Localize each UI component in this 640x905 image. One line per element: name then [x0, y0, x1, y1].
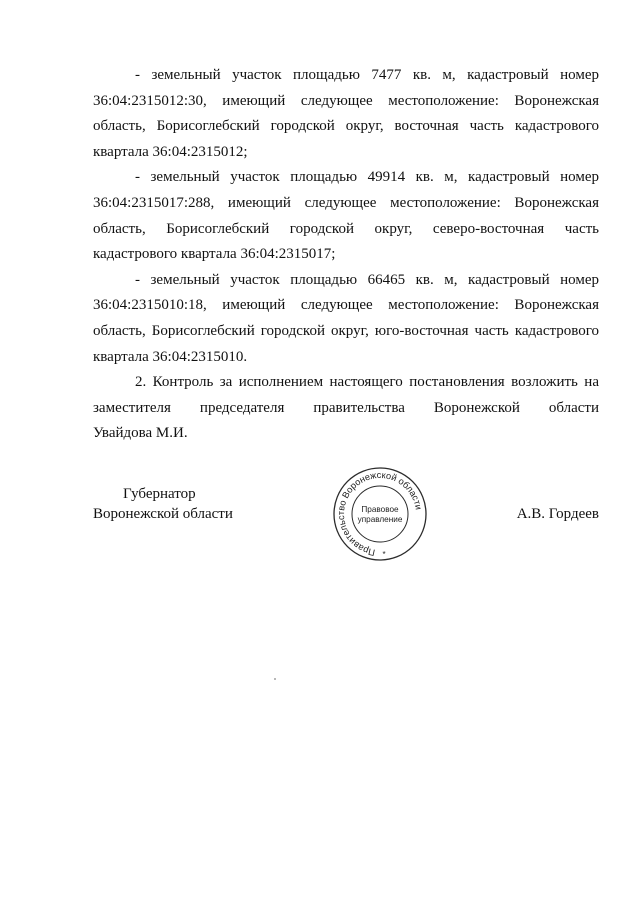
seal-star-icon: * [382, 550, 386, 559]
text-line: 36:04:2315012:30, имеющий следующее местоположение: Воронежская [93, 92, 599, 109]
signatory-title [93, 484, 233, 524]
paragraph-land-plot-1 [93, 63, 599, 165]
text-line: область, Борисоглебский городской округ, северо-восточная часть [93, 220, 599, 237]
seal-outer-text: Правительство Воронежской области [335, 469, 424, 558]
document-body [93, 63, 599, 447]
text-line: кадастрового квартала 36:04:2315017; [93, 246, 336, 263]
text-line: - земельный участок площадью 49914 кв. м, кадастровый номер [135, 169, 599, 186]
official-seal-stamp [332, 466, 428, 562]
text-line: область, Борисоглебский городской округ, восточная часть кадастрового [93, 118, 599, 135]
signature-block [93, 469, 599, 574]
text-line: квартала 36:04:2315012; [93, 143, 248, 160]
text-line: - земельный участок площадью 7477 кв. м, кадастровый номер [135, 67, 599, 83]
text-line: квартала 36:04:2315010. [93, 348, 248, 365]
scan-speck [274, 678, 276, 680]
text-line: Увайдова М.И. [93, 425, 188, 442]
paragraph-land-plot-2 [93, 165, 599, 267]
seal-inner-line: управление [357, 515, 403, 524]
text-line: область, Борисоглебский городской округ, юго-восточная часть кадастрового [93, 322, 599, 339]
signatory-title-line: Губернатор [123, 486, 196, 502]
text-line: 2. Контроль за исполнением настоящего постановления возложить на [135, 374, 599, 391]
text-line: 36:04:2315010:18, имеющий следующее местоположение: Воронежская [93, 297, 599, 314]
paragraph-control-clause [93, 370, 599, 447]
text-line: - земельный участок площадью 66465 кв. м, кадастровый номер [135, 271, 599, 288]
text-line: 36:04:2315017:288, имеющий следующее местоположение: Воронежская [93, 194, 599, 211]
seal-inner-line: Правовое [361, 505, 399, 514]
paragraph-land-plot-3 [93, 268, 599, 370]
text-line: заместителя председателя правительства Воронежской области [93, 399, 599, 416]
signatory-name: А.В. Гордеев [516, 506, 599, 522]
signatory-title-line: Воронежской области [93, 506, 233, 522]
